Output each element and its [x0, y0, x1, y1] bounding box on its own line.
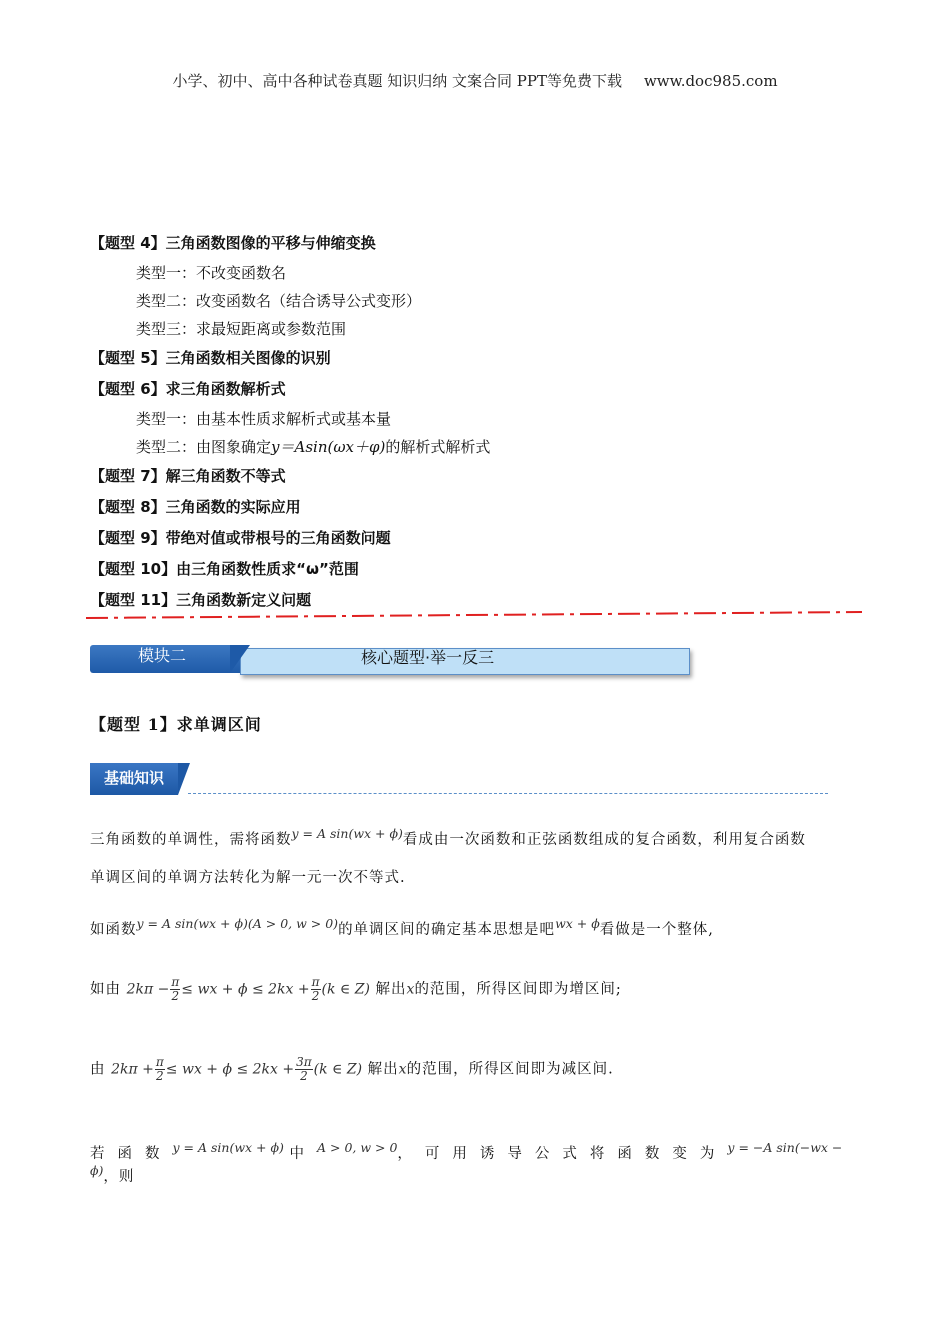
p5-text-b: 解出: [367, 1061, 399, 1078]
topic-6-sub-2-post: 的解析式解析式: [385, 438, 491, 456]
p4-fraction-2: $\frac{\pi}{2}$: [311, 975, 320, 1003]
topic-9: 【题型 9】带绝对值或带根号的三角函数问题: [90, 529, 391, 547]
paragraph-1: [90, 826, 806, 849]
p4-fraction-1: $\frac{\pi}{2}$: [171, 975, 180, 1003]
p5-formula-c: (k ∈ Z): [313, 1061, 363, 1078]
module-banner: [90, 645, 690, 677]
topic-10: 【题型 10】由三角函数性质求“ω”范围: [90, 560, 359, 578]
topic-7: 【题型 7】解三角函数不等式: [90, 467, 286, 485]
p4-text-a: 如由: [90, 981, 121, 998]
p5-fraction-1: $\frac{\pi}{2}$: [155, 1055, 164, 1083]
basic-knowledge-tag: [90, 763, 188, 795]
topic-4: 【题型 4】三角函数图像的平移与伸缩变换: [90, 234, 376, 252]
p5-fraction-2: $\frac{3\pi}{2}$: [296, 1055, 312, 1083]
p4-text-c: 的范围，所得区间即为增区间;: [414, 981, 622, 998]
section-title: 【题型 1】求单调区间: [90, 715, 262, 734]
p1-formula: y = A sin(wx + ϕ): [291, 826, 403, 841]
topic-6: 【题型 6】求三角函数解析式: [90, 380, 286, 398]
p4-formula-c: (k ∈ Z): [321, 981, 370, 998]
p4-formula-a: 2kπ −: [126, 981, 170, 998]
p6-formula-2: A > 0, w > 0: [317, 1140, 398, 1155]
page-header: [0, 70, 950, 91]
dash-dot-divider: [86, 610, 862, 620]
p5-formula-b: ≤ wx + ϕ ≤ 2kx +: [165, 1061, 295, 1078]
paragraph-2: 单调区间的单调方法转化为解一元一次不等式.: [90, 870, 406, 886]
topic-4-sub-2: 类型二：改变函数名（结合诱导公式变形）: [136, 292, 422, 310]
topic-6-sub-1: 类型一：由基本性质求解析式或基本量: [136, 410, 392, 428]
paragraph-6: [90, 1140, 865, 1186]
p5-var-x: x: [398, 1061, 407, 1078]
topic-5: 【题型 5】三角函数相关图像的识别: [90, 349, 331, 367]
p3-text-a: 如函数: [90, 922, 137, 938]
p6-text-d: ，则: [103, 1169, 135, 1185]
p4-var-x: x: [406, 981, 415, 998]
paragraph-5: [90, 1056, 614, 1083]
p1-text-a: 三角函数的单调性，需将函数: [90, 832, 292, 848]
p6-formula-1: y = A sin(wx + ϕ): [172, 1140, 284, 1155]
tag-tip: [178, 763, 190, 795]
p6-text-c: ，可用诱导公式将函数变为: [397, 1146, 728, 1162]
p5-text-c: 的范围，所得区间即为减区间.: [406, 1061, 614, 1078]
p5-formula-a: 2kπ +: [111, 1061, 154, 1078]
topic-6-sub-2: [90, 433, 870, 461]
p6-formula-3: y = −A sin(−wx − ϕ): [90, 1140, 843, 1178]
p4-text-b: 解出: [375, 981, 407, 998]
topic-11: 【题型 11】三角函数新定义问题: [90, 591, 312, 609]
topic-8: 【题型 8】三角函数的实际应用: [90, 498, 301, 516]
header-site: www.doc985.com: [643, 72, 778, 90]
module-title: 核心题型·举一反三: [240, 648, 690, 675]
topic-4-sub-1: 类型一：不改变函数名: [136, 264, 287, 282]
module-label-slant: [230, 645, 250, 673]
topic-6-sub-2-math: y＝Asin(ωx＋φ): [271, 438, 386, 456]
topic-6-sub-2-pre: 类型二：由图象确定: [136, 438, 272, 456]
p3-text-b: 的单调区间的确定基本思想是吧: [338, 922, 556, 938]
p3-formula-1: y = A sin(wx + ϕ)(A > 0, w > 0): [136, 916, 339, 931]
topic-4-sub-3: 类型三：求最短距离或参数范围: [136, 320, 347, 338]
tag-dashed-rule: [188, 793, 828, 794]
p6-text-a: 若函数: [90, 1146, 173, 1162]
p3-formula-2: wx + ϕ: [555, 916, 600, 931]
paragraph-3: [90, 916, 714, 939]
paragraph-4: [90, 976, 622, 1003]
p6-text-b: 中: [289, 1146, 317, 1162]
p4-formula-b: ≤ wx + ϕ ≤ 2kx +: [181, 981, 310, 998]
p3-text-c: 看做是一个整体,: [599, 922, 714, 938]
p5-text-a: 由: [90, 1061, 106, 1078]
p1-text-b: 看成由一次函数和正弦函数组成的复合函数，利用复合函数: [402, 832, 806, 848]
module-label: 模块二: [90, 645, 240, 673]
topic-list: [90, 228, 870, 616]
header-text: 小学、初中、高中各种试卷真题 知识归纳 文案合同 PPT等免费下载: [172, 72, 622, 90]
tag-label: 基础知识: [90, 763, 178, 795]
